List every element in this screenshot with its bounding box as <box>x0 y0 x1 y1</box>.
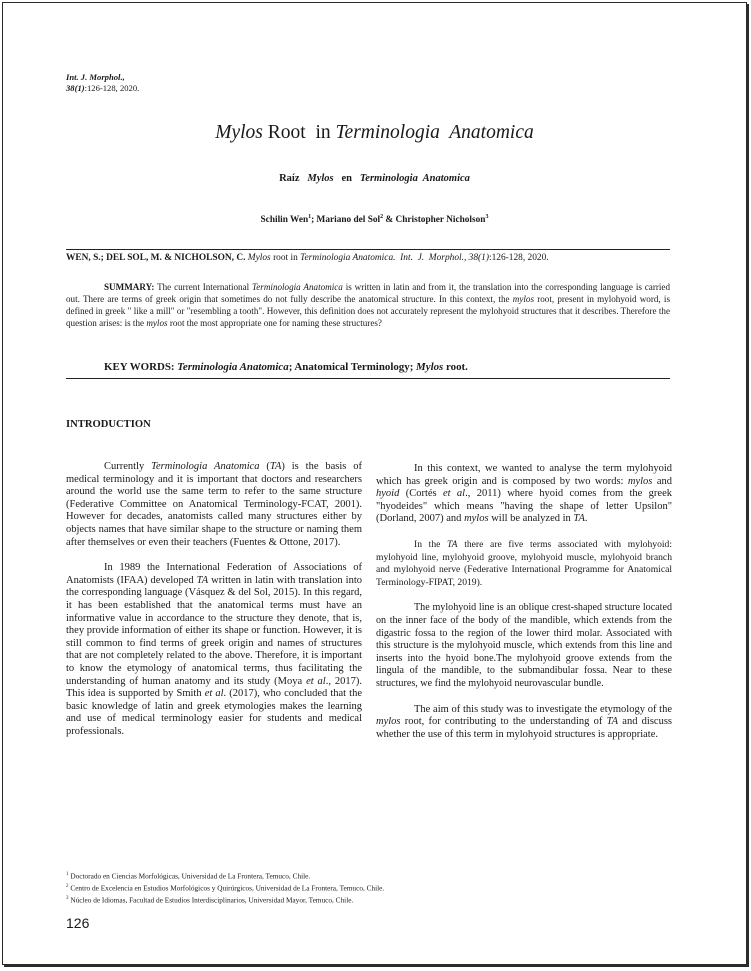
summary-text-3: root, present in mylohyoid word, is defined in greek " like a mill" or "resembling a tooth". However, this definition does not accurately represent the mylohyoid structures that it describes. Therefore the question arises: is the <box>66 294 670 328</box>
paper-subtitle <box>3 173 746 184</box>
italic-run: mylos <box>627 475 653 487</box>
journal-name: Int. J. Morphol., <box>66 72 125 82</box>
text-run: ., 2011) where hyoid comes from the greek "hyodeides" which means "having the shape of letter Upsilon" (Dorland, 2007) and <box>376 488 672 525</box>
summary-italic-1: Terminologia Anatomica <box>252 282 343 292</box>
footnote-text: Núcleo de Idiomas, Facultad de Estudios Interdisciplinarios, Universidad Mayor, Temuco, Chile. <box>68 895 354 905</box>
footnote-2 <box>66 882 670 894</box>
footnote-marker: 1 <box>66 872 69 877</box>
right-paragraph-4 <box>376 704 672 742</box>
keyword-ta: Terminologia Anatomica <box>177 361 289 373</box>
author-1: Schilin Wen <box>260 215 309 226</box>
italic-run: mylos <box>376 716 401 728</box>
citation-root-in: root in <box>270 253 301 263</box>
text-run: root, for contributing to the understanding of <box>400 716 607 728</box>
text-run: there are five terms associated with mylohyoid: mylohyoid line, mylohyoid groove, mylohyoid muscle, mylohyoid branch and mylohyoid nerve (Federative International Programme for Anatomical Terminology-FIPAT, 2019). <box>376 538 673 588</box>
text-run: In 1989 the International Federation of Associations of Anatomists (IFAA) developed <box>66 562 362 586</box>
italic-run: TA <box>269 461 282 472</box>
italic-run: TA <box>196 574 209 586</box>
text-run: and discuss whether the use of this term in mylohyoid structures is appropriate. <box>376 716 672 740</box>
introduction-heading: INTRODUCTION <box>66 419 151 430</box>
footnote-marker: 3 <box>66 896 69 902</box>
keyword-root: root. <box>443 361 468 373</box>
author-list <box>3 214 746 225</box>
summary-text-2: is written in latin and from it, the translation into the corresponding language is carried out. There are terms of greek origin that sometimes do not fully describe the anatomical structure. In this context, the <box>66 282 671 304</box>
author-1-affil: 1 <box>308 214 312 220</box>
footnote-marker: 2 <box>66 884 69 890</box>
italic-run: TA <box>573 513 585 525</box>
citation-line <box>66 253 670 263</box>
right-paragraph-3 <box>376 602 672 690</box>
title-root-in: Root in <box>267 122 331 143</box>
right-paragraph-1 <box>376 463 672 526</box>
italic-run: et al <box>204 688 224 700</box>
citation-mylos: Mylos <box>247 253 271 263</box>
keyword-mylos: Mylos <box>416 361 444 373</box>
citation-ta: Terminologia Anatomica. <box>300 253 396 263</box>
footnote-text: Centro de Excelencia en Estudios Morfológicos y Quirúrgicos, Universidad de La Frontera, Temuco, Chile. <box>68 883 385 893</box>
subtitle-en: en <box>341 173 352 184</box>
italic-run: et al <box>442 488 466 500</box>
subtitle-italic-ta: Terminologia Anatomica <box>359 173 470 184</box>
subtitle-italic-mylos: Mylos <box>307 173 334 184</box>
author-2-affil: 2 <box>380 214 384 220</box>
footnote-text: Doctorado en Ciencias Morfológicas, Universidad de La Frontera, Temuco, Chile. <box>68 871 311 881</box>
citation-journal: Int. J. Morphol., 38(1) <box>400 253 489 263</box>
journal-issue <box>66 83 139 94</box>
summary-italic-2: mylos <box>512 294 534 304</box>
paper-title <box>3 122 746 144</box>
author-3: & Christopher Nicholson <box>383 215 486 226</box>
text-run: will be analyzed in <box>488 513 574 525</box>
footnote-3 <box>66 894 670 906</box>
journal-reference <box>66 72 139 93</box>
text-run: (Cortés <box>399 488 443 500</box>
footnote-1 <box>66 870 670 882</box>
summary-text-4: root the most appropriate one for naming these structures? <box>167 318 382 328</box>
keywords-line <box>104 361 468 373</box>
author-2: ; Mariano del Sol <box>311 215 381 226</box>
text-run: In this context, we wanted to analyse the term mylohyoid which has greek origin and is composed by two words: <box>376 463 672 487</box>
summary-label: SUMMARY: <box>104 282 155 292</box>
summary-italic-3: mylos <box>146 318 168 328</box>
keywords-label: KEY WORDS: <box>104 361 175 373</box>
italic-run: mylos <box>464 513 489 525</box>
text-run: . <box>584 513 588 525</box>
author-3-affil: 3 <box>485 214 489 220</box>
left-paragraph-2 <box>66 562 362 738</box>
subtitle-raiz: Raíz <box>279 173 300 184</box>
text-run: ) is the basis of medical terminology and it is important that doctors and researchers around the world use the same term to refer to the same structure (Federative Committee on Anatomical Terminology-FCAT, 2001). However for decades, anatomists called many structures either by objects names that have similar shape to the structure or naming them after themselves or even their teachers (Fuentes & Ottone, 2017). <box>66 461 362 548</box>
keyword-anat-term: ; Anatomical Terminology; <box>288 361 417 373</box>
text-run: . (2017), who concluded that the basic knowledge of latin and greek etymologies makes the learning and use of medical terminology easier for students and medical professionals. <box>66 688 363 737</box>
text-run: The mylohyoid line is an oblique crest-shaped structure located on the inner face of the body of the mandible, which extends from the digastric fossa to the region of the lower third molar. Associated with this structure is the mylohyoid muscle, which extends from this line and inserts into the hyoid bone.The mylohyoid groove extends from the lingula of the mandible, to the submandibular fossa. Near to these structures, we find the mylohyoid neurovascular bundle. <box>376 602 672 689</box>
citation-authors: WEN, S.; DEL SOL, M. & NICHOLSON, C. <box>66 253 246 263</box>
citation-pages: :126-128, 2020. <box>488 253 549 263</box>
journal-pages: :126-128, 2020. <box>84 82 140 93</box>
text-run: Currently <box>104 461 152 472</box>
italic-run: TA <box>606 716 619 728</box>
journal-volume: 38(1) <box>66 82 85 93</box>
summary-paragraph <box>66 281 670 329</box>
title-italic-mylos: Mylos <box>215 122 263 143</box>
text-run: ( <box>259 461 270 472</box>
page-number: 126 <box>66 915 90 931</box>
right-column <box>376 463 672 754</box>
title-italic-ta: Terminologia Anatomica <box>335 122 534 143</box>
italic-run: et al <box>306 675 326 687</box>
summary-text-1: The current International <box>154 282 253 292</box>
text-run: ., 2017). This idea is supported by Smith <box>66 675 362 700</box>
top-rule <box>66 249 670 250</box>
italic-run: hyoid <box>376 488 400 500</box>
text-run: In the <box>414 538 448 550</box>
italic-run: Terminologia Anatomica <box>151 461 260 472</box>
paper-page <box>2 2 747 965</box>
italic-run: TA <box>447 538 458 550</box>
left-paragraph-1 <box>66 461 362 549</box>
text-run: and <box>652 475 672 487</box>
left-column <box>66 461 362 751</box>
right-paragraph-2 <box>376 539 672 589</box>
text-run: The aim of this study was to investigate the etymology of the <box>414 703 672 715</box>
footnotes <box>66 870 670 907</box>
keywords-rule <box>66 378 670 379</box>
text-run: written in latin with translation into the corresponding language (Vásquez & del Sol, 2015). In this regard, it has been established that the anatomical terms must have an informative value in accordance to the structure they denote, that is, they provide information of either its shape or function. However, it is still common to find terms of greek origin and names of structures that are not completely related to the above. Therefore, it is important to know the etymology of anatomical terms, thus facilitating the understanding of human anatomy and its study (Moya <box>66 574 362 687</box>
